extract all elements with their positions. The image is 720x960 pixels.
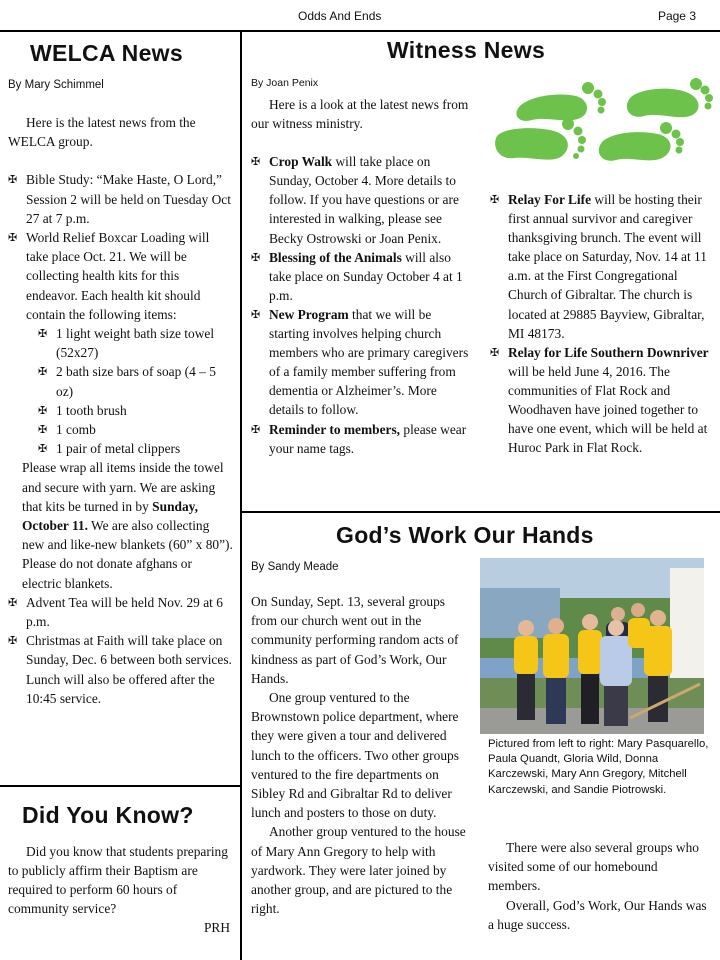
witness-intro: Here is a look at the latest news from our witness ministry.: [251, 97, 469, 132]
witness-right-content: [490, 190, 712, 457]
gods-work-heading: God’s Work Our Hands: [336, 522, 594, 548]
new-program-item: ✠ New Program that we will be starting involves helping church members who are primary caregivers of a family member suffering from dementia or Alzheimer’s. More details to follow.: [251, 305, 473, 420]
witness-left-content: [251, 95, 473, 458]
crop-walk-item: ✠ Crop Walk will take place on Sunday, October 4. More details to follow. If you have questions or are interested in walking, please see Becky Ostrowski or Joan Penix.: [251, 152, 473, 247]
wrap-instructions: Please wrap all items inside the towel and secure with yarn. We are asking that kits be turned in by Sunday, October 11. We are also collecting new and like-new blankets (60” x 80”).: [22, 460, 233, 553]
volunteers-photo-graphic: [480, 558, 704, 734]
did-you-know-signature: PRH: [203, 920, 230, 935]
welca-news-list: [8, 170, 234, 708]
welca-bottom-rule: [0, 785, 241, 787]
relay-southern-downriver-item: ✠ Relay for Life Southern Downriver will be held June 4, 2016. The communities of Flat Rock and Woodhaven have joined together to have one event, which will be held at Huroc Park in Flat Rock.: [490, 343, 712, 458]
footprints-graphic: [490, 78, 715, 178]
footprint-right: [599, 78, 713, 161]
gods-work-paragraph: One group ventured to the Brownstown police department, where they were given a tour and delivered lunch to the officers. Two other groups ventured to the fire departments on Sibley Rd and Gibraltar Rd to deliver lunch and posters to those on duty.: [251, 690, 459, 821]
gods-work-closing: [488, 838, 708, 934]
afghans-note: Please do not donate afghans or electric blankets.: [22, 556, 192, 591]
witness-right-list: [490, 190, 712, 457]
kit-item: ✠ 1 comb: [38, 420, 234, 439]
did-you-know-content: [8, 842, 234, 937]
gods-work-content: [251, 592, 469, 918]
witness-bottom-rule: [241, 511, 720, 513]
closing-paragraph: There were also several groups who visited some of our homebound members.: [488, 840, 699, 894]
welca-news-heading: WELCA News: [30, 40, 183, 66]
gods-work-byline: By Sandy Meade: [251, 561, 339, 573]
witness-byline: By Joan Penix: [251, 77, 319, 89]
witness-news-heading: Witness News: [387, 37, 546, 63]
kit-item: ✠ 1 pair of metal clippers: [38, 439, 234, 458]
did-you-know-text: Did you know that students preparing to publicly affirm their Baptism are required to perform 60 hours of community service?: [8, 844, 228, 916]
gods-work-paragraph: On Sunday, Sept. 13, several groups from our church went out in the community performing random acts of kindness as part of God’s Work, Our Hands.: [251, 594, 459, 686]
did-you-know-heading: Did You Know?: [22, 802, 194, 828]
photo-caption: Pictured from left to right: Mary Pasquarello, Paula Quandt, Gloria Wild, Donna Karczewski, Mary Ann Gregory, Mitchell Karczewski, and Sandie Piotrowski.: [488, 738, 709, 796]
welca-byline: By Mary Schimmel: [8, 79, 104, 91]
witness-list: [251, 152, 473, 458]
welca-content: [8, 113, 234, 708]
newsletter-section-title: Odds And Ends: [298, 9, 382, 23]
column-divider: [240, 31, 242, 960]
gods-work-paragraph: Another group ventured to the house of Mary Ann Gregory to help with yardwork. They were later joined by another group, and are pictured to the right.: [251, 824, 466, 917]
welca-intro: Here is the latest news from the WELCA group.: [8, 115, 196, 150]
page-number: Page 3: [657, 9, 696, 23]
advent-tea-item: ✠ Advent Tea will be held Nov. 29 at 6 p.m.: [8, 593, 234, 631]
relay-for-life-item: ✠ Relay For Life will be hosting their first annual survivor and caregiver thanksgiving brunch. The event will take place on Saturday, Nov. 14 at 11 a.m. at the First Congregational Church of Gibraltar. The church is located at 29885 Bayview, Gibraltar, MI 48173.: [490, 190, 712, 343]
world-relief-item: [8, 228, 234, 593]
blessing-animals-item: ✠ Blessing of the Animals will also take place on Sunday October 4 at 1 p.m.: [251, 248, 473, 305]
top-rule: [0, 30, 720, 32]
kit-item: ✠ 1 light weight bath size towel (52x27): [38, 324, 234, 362]
kit-due-date: Sunday, October 11.: [22, 498, 198, 534]
kit-item: ✠ 1 tooth brush: [38, 401, 234, 420]
reminder-item: ✠ Reminder to members, please wear your name tags.: [251, 420, 473, 458]
footprint-left: [495, 82, 606, 160]
world-relief-text: World Relief Boxcar Loading will take place Oct. 21. We will be collecting health kits for this endeavor. Each health kit should contain the following items:: [26, 230, 210, 322]
volunteers-photo: [480, 558, 704, 734]
closing-paragraph: Overall, God’s Work, Our Hands was a huge success.: [488, 897, 707, 932]
kit-item: ✠ 2 bath size bars of soap (4 – 5 oz): [38, 362, 234, 400]
bible-study-item: ✠ Bible Study: “Make Haste, O Lord,” Session 2 will be held on Tuesday Oct 27 at 7 p.m.: [8, 170, 234, 228]
christmas-item: ✠ Christmas at Faith will take place on Sunday, Dec. 6 between both services. Lunch will also be offered after the 10:45 service.: [8, 631, 234, 708]
health-kit-list: [38, 324, 234, 458]
